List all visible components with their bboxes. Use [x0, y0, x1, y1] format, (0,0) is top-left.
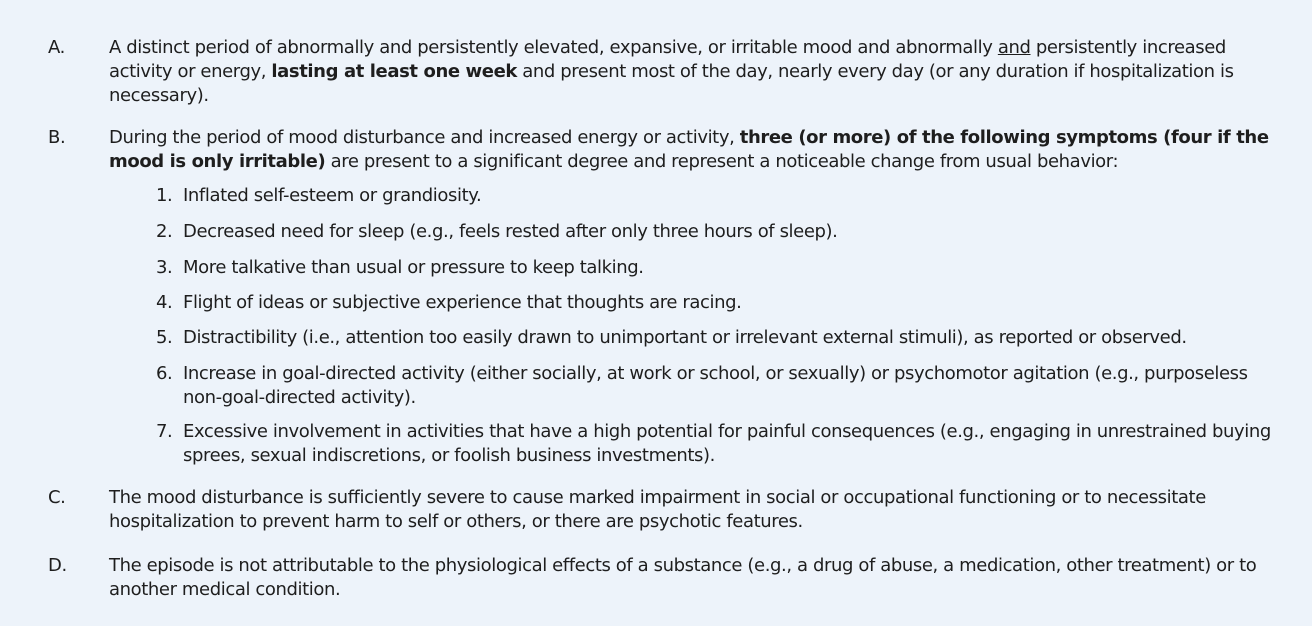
- symptom-number: 1.: [156, 185, 173, 206]
- criterion-b-text-part: are present to a significant degree and represent a noticeable change from usual behavior:: [325, 151, 1119, 172]
- criterion-a-text-part: A distinct period of abnormally and persistently elevated, expansive, or irritable mood and abnormally: [109, 37, 998, 58]
- criterion-c-letter: C.: [48, 487, 66, 508]
- criterion-a-text-part: persistently increased activity or energy,: [109, 37, 1226, 82]
- symptom-number: 4.: [156, 292, 173, 313]
- symptom-number: 3.: [156, 257, 173, 278]
- symptom-text: Decreased need for sleep (e.g., feels rested after only three hours of sleep).: [183, 221, 838, 242]
- symptom-number: 6.: [156, 363, 173, 384]
- symptom-number: 5.: [156, 327, 173, 348]
- symptom-text: More talkative than usual or pressure to keep talking.: [183, 257, 644, 278]
- criterion-d-letter: D.: [48, 555, 67, 576]
- symptom-text: Increase in goal-directed activity (either socially, at work or school, or sexually) or psychomotor agitation (e.g., purposeless non-goal-directed activity).: [183, 363, 1248, 408]
- criterion-c-text: The mood disturbance is sufficiently severe to cause marked impairment in social or occupational functioning or to necessitate hospitalization to prevent harm to self or others, or there are psychotic features.: [109, 487, 1206, 532]
- criterion-a-underlined-and: and: [997, 37, 1031, 58]
- criterion-a-bold-duration: lasting at least one week: [271, 61, 517, 82]
- symptom-number: 2.: [156, 221, 173, 242]
- criterion-b-letter: B.: [48, 127, 66, 148]
- symptom-text: Excessive involvement in activities that have a high potential for painful consequences (e.g., engaging in unrestrained buying sprees, sexual indiscretions, or foolish business investments).: [183, 421, 1271, 466]
- criterion-b-bold-symptom-count: three (or more) of the following symptoms (four if the mood is only irritable): [109, 127, 1269, 172]
- symptom-number: 7.: [156, 421, 173, 442]
- criterion-b-text-part: During the period of mood disturbance and increased energy or activity,: [109, 127, 740, 148]
- criterion-a-letter: A.: [48, 37, 65, 58]
- criterion-b-text: [109, 126, 1279, 174]
- criterion-a-text: [109, 36, 1279, 108]
- criterion-d-text: The episode is not attributable to the physiological effects of a substance (e.g., a drug of abuse, a medication, other treatment) or to another medical condition.: [109, 555, 1257, 600]
- symptom-text: Inflated self-esteem or grandiosity.: [183, 185, 482, 206]
- symptom-text: Flight of ideas or subjective experience that thoughts are racing.: [183, 292, 742, 313]
- criterion-a-text-part: and present most of the day, nearly every day (or any duration if hospitalization is necessary).: [109, 61, 1234, 106]
- symptom-text: Distractibility (i.e., attention too easily drawn to unimportant or irrelevant external stimuli), as reported or observed.: [183, 327, 1187, 348]
